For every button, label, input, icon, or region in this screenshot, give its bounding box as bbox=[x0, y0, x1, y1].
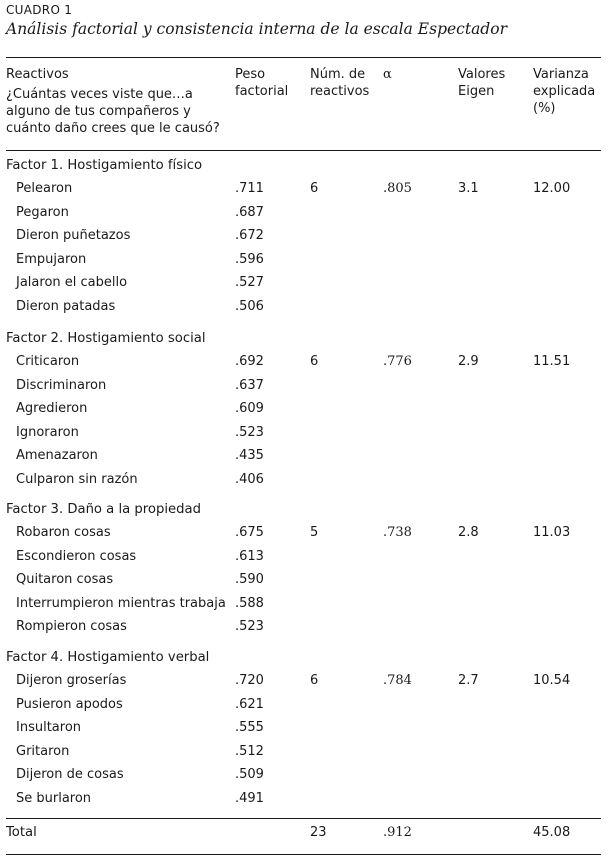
factor-heading: Factor 3. Daño a la propiedad bbox=[6, 502, 201, 517]
header-varianza: Varianza explicada (%) bbox=[533, 67, 596, 116]
item-peso: .692 bbox=[235, 354, 264, 369]
factor-num: 6 bbox=[310, 354, 319, 369]
table-title: Análisis factorial y consistencia interna de la escala Espectador bbox=[6, 20, 507, 38]
factor-alpha: .776 bbox=[383, 354, 412, 369]
item-peso: .523 bbox=[235, 425, 264, 440]
item-peso: .555 bbox=[235, 720, 264, 735]
item-peso: .527 bbox=[235, 275, 264, 290]
table-label: CUADRO 1 bbox=[6, 3, 73, 17]
item-label: Gritaron bbox=[16, 744, 70, 759]
item-peso: .588 bbox=[235, 596, 264, 611]
item-peso: .672 bbox=[235, 228, 264, 243]
header-eigen: Valores Eigen bbox=[458, 67, 506, 99]
item-label: Escondieron cosas bbox=[16, 549, 137, 564]
total-num: 23 bbox=[310, 825, 327, 840]
factor-alpha: .784 bbox=[383, 673, 412, 688]
item-label: Pegaron bbox=[16, 205, 69, 220]
item-label: Agredieron bbox=[16, 401, 88, 416]
item-label: Se burlaron bbox=[16, 791, 92, 806]
factor-varianza: 12.00 bbox=[533, 181, 571, 196]
item-peso: .621 bbox=[235, 697, 264, 712]
factor-eigen: 2.7 bbox=[458, 673, 479, 688]
item-label: Pusieron apodos bbox=[16, 697, 123, 712]
item-label: Pelearon bbox=[16, 181, 73, 196]
factor-eigen: 3.1 bbox=[458, 181, 479, 196]
item-label: Insultaron bbox=[16, 720, 82, 735]
item-peso: .637 bbox=[235, 378, 264, 393]
total-varianza: 45.08 bbox=[533, 825, 571, 840]
item-peso: .406 bbox=[235, 472, 264, 487]
item-label: Amenazaron bbox=[16, 448, 98, 463]
item-peso: .711 bbox=[235, 181, 264, 196]
factor-alpha: .738 bbox=[383, 525, 412, 540]
factor-num: 6 bbox=[310, 181, 319, 196]
item-label: Robaron cosas bbox=[16, 525, 111, 540]
factor-heading: Factor 1. Hostigamiento físico bbox=[6, 158, 203, 173]
item-label: Rompieron cosas bbox=[16, 619, 127, 634]
item-peso: .720 bbox=[235, 673, 264, 688]
total-rule bbox=[6, 818, 601, 819]
item-peso: .512 bbox=[235, 744, 264, 759]
top-rule bbox=[6, 57, 601, 58]
total-label: Total bbox=[6, 825, 37, 840]
factor-num: 5 bbox=[310, 525, 319, 540]
total-alpha: .912 bbox=[383, 825, 412, 840]
factor-varianza: 10.54 bbox=[533, 673, 571, 688]
bottom-rule bbox=[6, 854, 601, 855]
item-peso: .675 bbox=[235, 525, 264, 540]
item-label: Ignoraron bbox=[16, 425, 79, 440]
item-peso: .509 bbox=[235, 767, 264, 782]
item-peso: .491 bbox=[235, 791, 264, 806]
item-label: Criticaron bbox=[16, 354, 80, 369]
factor-alpha: .805 bbox=[383, 181, 412, 196]
item-peso: .613 bbox=[235, 549, 264, 564]
item-peso: .687 bbox=[235, 205, 264, 220]
header-peso: Peso factorial bbox=[235, 67, 289, 99]
item-label: Interrumpieron mientras trabaja bbox=[16, 596, 226, 611]
header-rule bbox=[6, 150, 601, 151]
header-alpha: α bbox=[383, 67, 392, 82]
factor-varianza: 11.03 bbox=[533, 525, 571, 540]
item-label: Dieron patadas bbox=[16, 299, 116, 314]
factor-heading: Factor 2. Hostigamiento social bbox=[6, 331, 206, 346]
factor-num: 6 bbox=[310, 673, 319, 688]
item-peso: .506 bbox=[235, 299, 264, 314]
header-reactivos bbox=[6, 66, 228, 137]
header-reactivos-sub: ¿Cuántas veces viste que…a alguno de tus compañeros y cuánto daño crees que le causó? bbox=[6, 87, 220, 136]
item-label: Dijeron de cosas bbox=[16, 767, 124, 782]
factor-varianza: 11.51 bbox=[533, 354, 571, 369]
header-reactivos-main: Reactivos bbox=[6, 67, 69, 82]
item-label: Quitaron cosas bbox=[16, 572, 114, 587]
item-peso: .590 bbox=[235, 572, 264, 587]
item-label: Empujaron bbox=[16, 252, 87, 267]
item-label: Discriminaron bbox=[16, 378, 107, 393]
item-peso: .596 bbox=[235, 252, 264, 267]
factor-eigen: 2.8 bbox=[458, 525, 479, 540]
item-peso: .523 bbox=[235, 619, 264, 634]
item-peso: .435 bbox=[235, 448, 264, 463]
item-label: Jalaron el cabello bbox=[16, 275, 128, 290]
header-num: Núm. de reactivos bbox=[310, 67, 370, 99]
item-label: Dijeron groserías bbox=[16, 673, 127, 688]
item-label: Culparon sin razón bbox=[16, 472, 138, 487]
factor-heading: Factor 4. Hostigamiento verbal bbox=[6, 650, 210, 665]
factor-eigen: 2.9 bbox=[458, 354, 479, 369]
item-peso: .609 bbox=[235, 401, 264, 416]
item-label: Dieron puñetazos bbox=[16, 228, 131, 243]
